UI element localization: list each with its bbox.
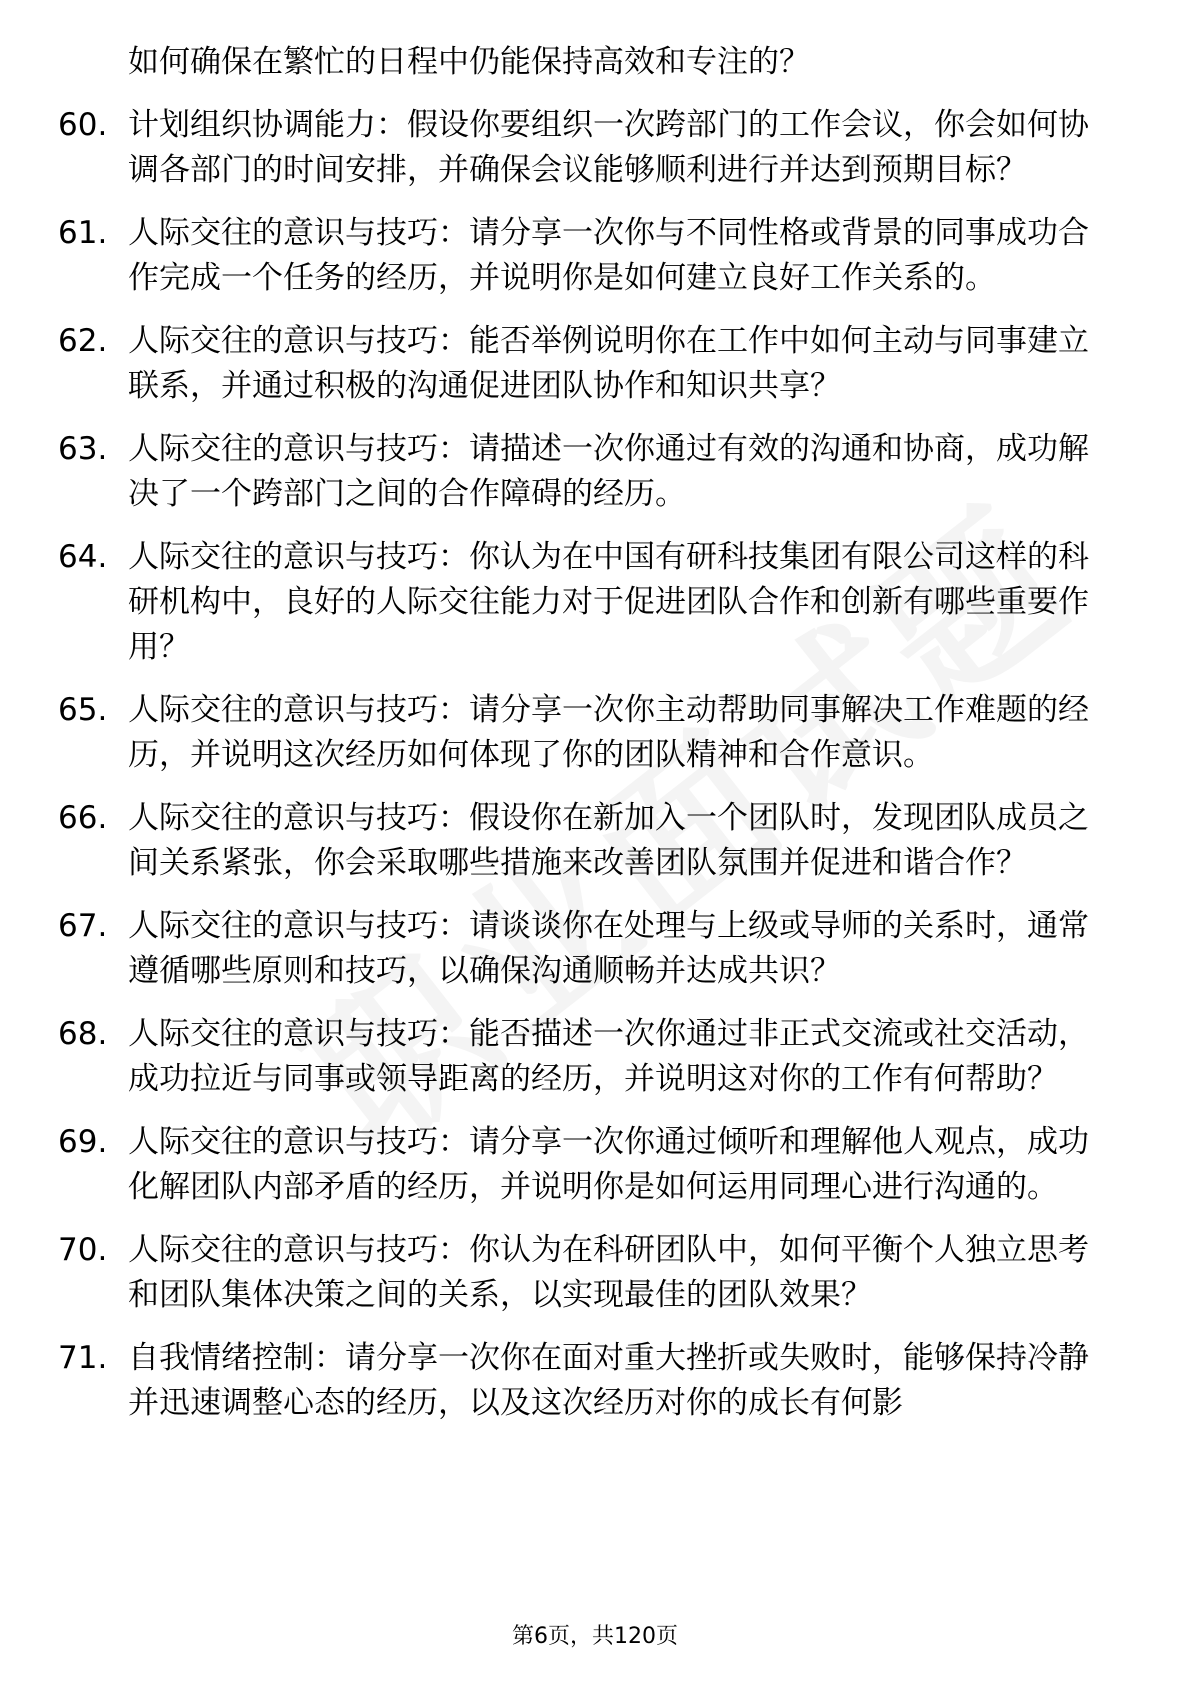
page-footer: 第6页，共120页	[512, 1624, 678, 1649]
question-number: 64.	[58, 539, 108, 575]
question-text: 人际交往的意识与技巧：能否描述一次你通过非正式交流或社交活动，成功拉近与同事或领导距离的经历，并说明这对你的工作有何帮助？	[128, 1016, 1089, 1097]
question-text: 人际交往的意识与技巧：假设你在新加入一个团队时，发现团队成员之间关系紧张，你会采取哪些措施来改善团队氛围并促进和谐合作？	[128, 800, 1089, 881]
question-item	[0, 535, 1118, 670]
question-item	[0, 1012, 1118, 1102]
question-list	[0, 103, 1190, 1426]
question-text: 人际交往的意识与技巧：请分享一次你主动帮助同事解决工作难题的经历，并说明这次经历如何体现了你的团队精神和合作意识。	[128, 692, 1089, 773]
question-number: 63.	[58, 431, 108, 467]
question-number: 68.	[58, 1016, 108, 1052]
question-number: 71.	[58, 1340, 108, 1376]
question-number: 60.	[58, 107, 108, 143]
question-text: 人际交往的意识与技巧：你认为在中国有研科技集团有限公司这样的科研机构中，良好的人际交往能力对于促进团队合作和创新有哪些重要作用？	[128, 539, 1089, 665]
question-item	[0, 904, 1118, 994]
question-item	[0, 1228, 1118, 1318]
question-text: 人际交往的意识与技巧：请描述一次你通过有效的沟通和协商，成功解决了一个跨部门之间的合作障碍的经历。	[128, 431, 1089, 512]
question-number: 66.	[58, 800, 108, 836]
question-number: 69.	[58, 1124, 108, 1160]
question-item	[0, 103, 1118, 193]
question-number: 67.	[58, 908, 108, 944]
question-text: 人际交往的意识与技巧：能否举例说明你在工作中如何主动与同事建立联系，并通过积极的沟通促进团队协作和知识共享？	[128, 323, 1089, 404]
question-item	[0, 796, 1118, 886]
question-item	[0, 688, 1118, 778]
question-number: 70.	[58, 1232, 108, 1268]
question-text: 人际交往的意识与技巧：请谈谈你在处理与上级或导师的关系时，通常遵循哪些原则和技巧，以确保沟通顺畅并达成共识？	[128, 908, 1089, 989]
question-item	[0, 1336, 1118, 1426]
page-content	[0, 40, 1190, 1444]
question-text: 人际交往的意识与技巧：你认为在科研团队中，如何平衡个人独立思考和团队集体决策之间的关系，以实现最佳的团队效果？	[128, 1232, 1089, 1313]
question-text: 自我情绪控制：请分享一次你在面对重大挫折或失败时，能够保持冷静并迅速调整心态的经历，以及这次经历对你的成长有何影	[128, 1340, 1089, 1421]
question-item	[0, 319, 1118, 409]
continuation-text: 如何确保在繁忙的日程中仍能保持高效和专注的？	[128, 44, 810, 80]
question-item	[0, 211, 1118, 301]
question-text: 人际交往的意识与技巧：请分享一次你通过倾听和理解他人观点，成功化解团队内部矛盾的经历，并说明你是如何运用同理心进行沟通的。	[128, 1124, 1089, 1205]
question-text: 计划组织协调能力：假设你要组织一次跨部门的工作会议，你会如何协调各部门的时间安排，并确保会议能够顺利进行并达到预期目标？	[128, 107, 1089, 188]
question-item	[0, 1120, 1118, 1210]
question-text: 人际交往的意识与技巧：请分享一次你与不同性格或背景的同事成功合作完成一个任务的经历，并说明你是如何建立良好工作关系的。	[128, 215, 1089, 296]
question-item	[0, 427, 1118, 517]
question-number: 62.	[58, 323, 108, 359]
question-number: 65.	[58, 692, 108, 728]
question-number: 61.	[58, 215, 108, 251]
